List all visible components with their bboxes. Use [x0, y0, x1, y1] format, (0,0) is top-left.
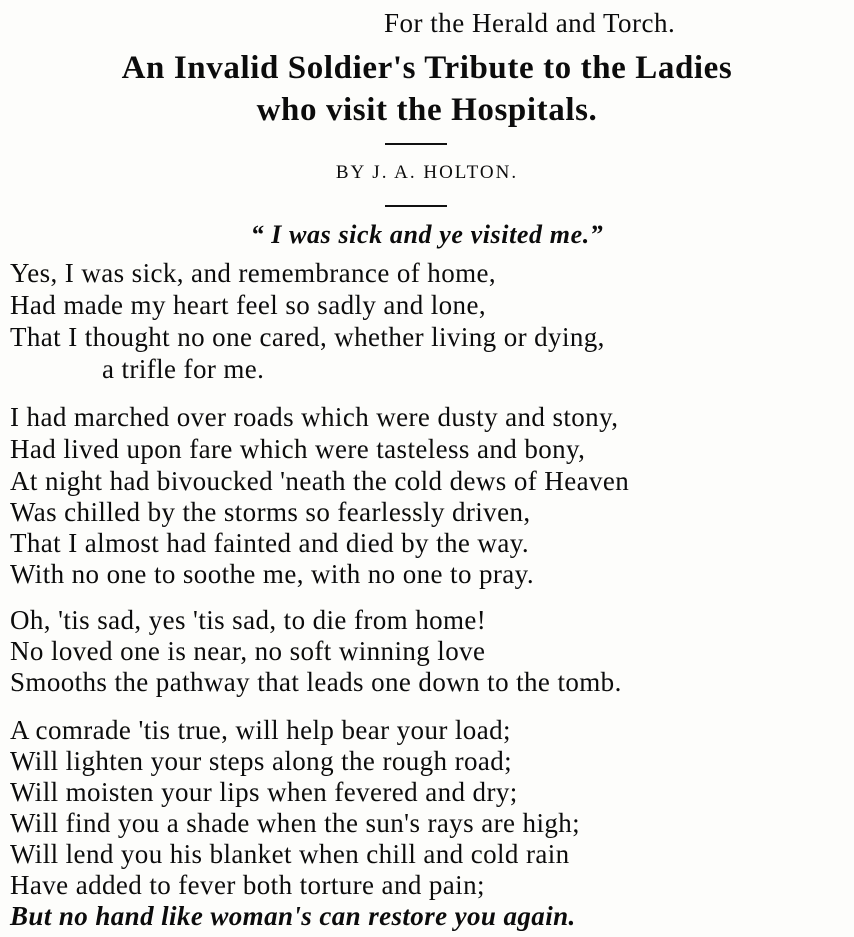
poem-line: Will moisten your lips when fevered and dry;	[10, 777, 518, 807]
poem-line: That I almost had fainted and died by the way.	[10, 528, 529, 558]
epigraph: “ I was sick and ye visited me.”	[250, 220, 604, 249]
poem-line: Will lend you his blanket when chill and cold rain	[10, 839, 570, 869]
poem-line: But no hand like woman's can restore you again.	[10, 901, 576, 931]
source-line: For the Herald and Torch.	[384, 8, 676, 38]
poem-line: Had made my heart feel so sadly and lone,	[10, 290, 486, 320]
title-divider	[385, 143, 447, 145]
poem-line: That I thought no one cared, whether living or dying,	[10, 322, 605, 352]
poem-line: At night had bivoucked 'neath the cold dews of Heaven	[10, 466, 630, 496]
poem-line: a trifle for me.	[102, 354, 265, 384]
poem-line: Will find you a shade when the sun's rays are high;	[10, 808, 581, 838]
poem-title-line-2: who visit the Hospitals.	[256, 92, 598, 128]
poem-line: Have added to fever both torture and pain;	[10, 870, 485, 900]
author-byline: BY J. A. HOLTON.	[335, 162, 519, 183]
poem-line: Had lived upon fare which were tasteless and bony,	[10, 434, 586, 464]
poem-line: Oh, 'tis sad, yes 'tis sad, to die from home!	[10, 605, 487, 635]
poem-line: With no one to soothe me, with no one to pray.	[10, 559, 534, 589]
author-divider	[385, 205, 447, 207]
poem-line: Smooths the pathway that leads one down to the tomb.	[10, 667, 622, 697]
poem-title-line-1: An Invalid Soldier's Tribute to the Ladies	[121, 50, 733, 86]
poem-line: Was chilled by the storms so fearlessly driven,	[10, 497, 531, 527]
poem-line: Will lighten your steps along the rough road;	[10, 746, 513, 776]
poem-line: A comrade 'tis true, will help bear your load;	[10, 715, 511, 745]
poem-line: I had marched over roads which were dusty and stony,	[10, 402, 619, 432]
poem-line: No loved one is near, no soft winning love	[10, 636, 486, 666]
poem-line: Yes, I was sick, and remembrance of home,	[10, 258, 497, 288]
